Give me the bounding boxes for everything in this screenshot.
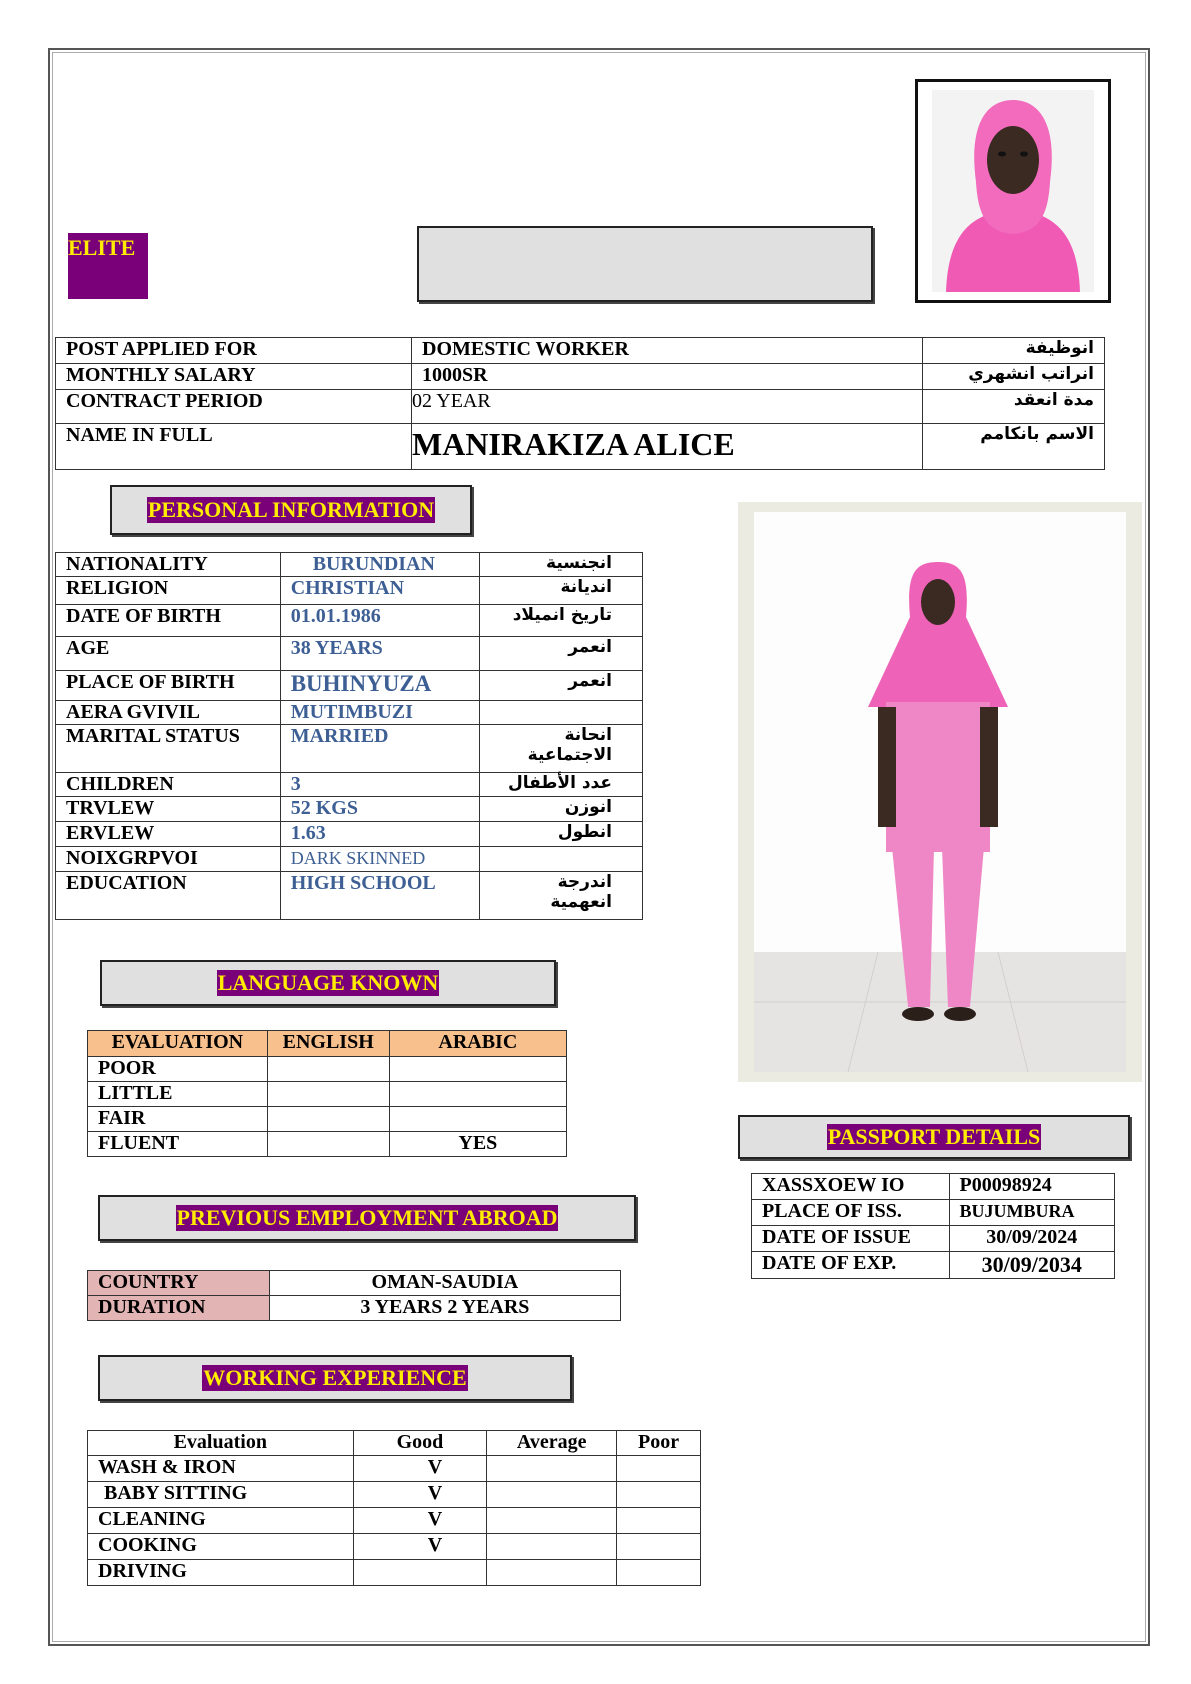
personal-arabic [480,701,643,725]
previous-label-text: COUNTRY [98,1271,199,1293]
table-row [56,338,1105,364]
table-row [56,847,643,872]
working-average [487,1456,617,1482]
personal-label-text: TRVLEW [66,797,155,819]
personal-arabic-text: اندرجة انعهمية [550,872,612,912]
working-header [353,1431,487,1456]
working-poor [617,1534,701,1560]
personal-arabic-text: تاريخ انميلاد [512,605,612,625]
info-label-text: POST APPLIED FOR [66,338,257,360]
working-average [487,1482,617,1508]
working-skill [88,1534,354,1560]
previous-value-text: 3 YEARS 2 YEARS [360,1296,530,1318]
working-header [617,1431,701,1456]
working-good [353,1456,487,1482]
language-header-text: EVALUATION [111,1031,244,1053]
personal-value-text: 52 KGS [290,797,358,819]
working-poor [617,1456,701,1482]
previous-value-text: OMAN-SAUDIA [371,1271,519,1293]
personal-value-text: BUHINYUZA [290,671,432,696]
info-arabic [923,364,1105,390]
passport-value [949,1226,1114,1252]
personal-label [56,605,281,637]
section-personal-information [110,485,472,535]
table-row [56,725,643,773]
personal-label-text: NATIONALITY [66,553,208,575]
personal-arabic [480,671,643,701]
personal-label [56,847,281,872]
info-value [412,338,923,364]
info-label-text: CONTRACT PERIOD [66,390,263,412]
personal-arabic-text: انجنسية [546,553,612,573]
working-skill [88,1508,354,1534]
passport-label [752,1226,950,1252]
language-arabic-text: YES [458,1132,498,1154]
language-level-text: FLUENT [98,1132,180,1154]
table-row [88,1107,567,1132]
personal-label [56,797,281,822]
personal-arabic-text: انعمر [568,637,612,657]
personal-label [56,773,281,797]
personal-value [280,797,480,822]
table-row [56,872,643,920]
passport-value-text: 30/09/2024 [986,1226,1078,1248]
table-row [56,364,1105,390]
passport-label-text: PLACE OF ISS. [762,1200,902,1222]
personal-arabic [480,773,643,797]
personal-value [280,671,480,701]
personal-arabic-text: انعمر [568,671,612,691]
personal-arabic [480,553,643,577]
working-good-text: V [427,1508,443,1530]
personal-arabic [480,725,643,773]
personal-label-text: NOIXGRPVOI [66,847,198,869]
working-skill-text: DRIVING [98,1560,187,1582]
personal-value [280,725,480,773]
working-average [487,1560,617,1586]
personal-arabic [480,847,643,872]
personal-value-text: MUTIMBUZI [290,701,413,723]
working-poor [617,1482,701,1508]
language-table [87,1030,567,1157]
personal-value [280,637,480,671]
language-arabic [389,1132,566,1157]
table-row [88,1132,567,1157]
info-label [56,338,412,364]
personal-value-text: DARK SKINNED [290,848,426,868]
language-header-text: ARABIC [438,1031,518,1053]
language-level [88,1082,268,1107]
passport-label [752,1174,950,1200]
personal-value [280,701,480,725]
working-skill [88,1482,354,1508]
passport-label [752,1252,950,1279]
info-arabic [923,338,1105,364]
brand-label: ELITE [68,235,136,260]
info-value-text: MANIRAKIZA ALICE [412,426,735,462]
working-skill [88,1560,354,1586]
personal-label-text: ERVLEW [66,822,155,844]
info-label [56,390,412,424]
passport-value [949,1252,1114,1279]
info-value-text: 1000SR [422,364,488,386]
personal-label-text: EDUCATION [66,872,187,894]
section-previous-employment [98,1195,636,1241]
info-value-text: DOMESTIC WORKER [422,338,629,360]
previous-label-text: DURATION [98,1296,206,1318]
personal-value-text: CHRISTIAN [290,577,405,599]
info-arabic-text: انراتب انشهري [968,364,1094,384]
working-header [487,1431,617,1456]
info-arabic [923,424,1105,470]
passport-value-text: P00098924 [959,1174,1052,1196]
personal-label [56,872,281,920]
personal-value-text: 38 YEARS [290,637,383,659]
personal-value-text: 3 [290,773,301,795]
personal-label [56,822,281,847]
table-row [56,822,643,847]
full-body-photo [738,502,1142,1082]
personal-value-text: 1.63 [290,822,326,844]
working-skill-text: COOKING [98,1534,197,1556]
section-title: PASSPORT DETAILS [827,1124,1041,1149]
working-poor [617,1560,701,1586]
language-level-text: POOR [98,1057,156,1079]
passport-label [752,1200,950,1226]
personal-arabic [480,605,643,637]
personal-value [280,872,480,920]
table-row [56,701,643,725]
table-row [88,1057,567,1082]
section-working-experience [98,1355,572,1401]
working-average [487,1508,617,1534]
table-row [752,1200,1115,1226]
table-row [56,577,643,605]
header-box [417,226,873,302]
section-title: WORKING EXPERIENCE [203,1365,467,1390]
passport-table [751,1173,1115,1279]
personal-label [56,553,281,577]
working-good-text: V [427,1456,443,1478]
language-level-text: LITTLE [98,1082,173,1104]
personal-value [280,605,480,637]
language-header [88,1031,268,1057]
personal-value [280,577,480,605]
language-header [267,1031,389,1057]
section-title: PERSONAL INFORMATION [147,497,435,522]
table-row [88,1271,621,1296]
info-label [56,364,412,390]
working-good [353,1508,487,1534]
personal-arabic [480,822,643,847]
info-arabic-text: انوظيفة [1025,338,1094,358]
working-header [88,1431,354,1456]
info-label [56,424,412,470]
table-row [56,773,643,797]
table-row [88,1082,567,1107]
working-average [487,1534,617,1560]
working-skill-text: CLEANING [98,1508,206,1530]
language-arabic [389,1107,566,1132]
language-arabic [389,1082,566,1107]
personal-arabic [480,637,643,671]
working-skill [88,1456,354,1482]
language-header-text: ENGLISH [282,1031,374,1053]
table-row [56,671,643,701]
personal-value-text: MARRIED [290,725,389,747]
working-good [353,1482,487,1508]
personal-arabic [480,797,643,822]
table-row [752,1226,1115,1252]
table-row [88,1456,701,1482]
personal-value [280,553,480,577]
previous-value [269,1296,620,1321]
working-good-text: V [427,1534,443,1556]
personal-info-table [55,552,643,920]
portrait-photo [915,79,1111,303]
personal-label [56,577,281,605]
working-good [353,1534,487,1560]
working-good-text: V [427,1482,443,1504]
info-arabic-text: الاسم بانكامم [980,424,1094,444]
working-experience-table [87,1430,701,1586]
language-english [267,1082,389,1107]
personal-label [56,671,281,701]
personal-arabic-text: عدد الأطفال [508,773,612,793]
table-row [88,1482,701,1508]
personal-value-text: 01.01.1986 [290,605,381,627]
section-title: PREVIOUS EMPLOYMENT ABROAD [176,1205,558,1230]
info-label-text: NAME IN FULL [66,424,213,446]
personal-label-text: DATE OF BIRTH [66,605,221,627]
personal-label-text: CHILDREN [66,773,174,795]
personal-arabic-text: انوزن [564,797,612,817]
personal-arabic-text: انديانة [560,577,612,597]
passport-label-text: DATE OF ISSUE [762,1226,911,1248]
previous-value [269,1271,620,1296]
section-passport-details [738,1115,1130,1159]
working-poor [617,1508,701,1534]
personal-value [280,847,480,872]
info-value-text: 02 YEAR [412,390,491,412]
table-row [56,553,643,577]
table-row [56,637,643,671]
table-row [88,1534,701,1560]
personal-label [56,701,281,725]
table-row [752,1174,1115,1200]
language-level [88,1132,268,1157]
passport-value [949,1200,1114,1226]
table-header-row [88,1431,701,1456]
brand-logo [68,233,148,299]
previous-employment-table [87,1270,621,1321]
info-arabic-text: مدة انعقد [1013,390,1094,410]
language-english [267,1057,389,1082]
personal-label-text: AGE [66,637,110,659]
personal-label-text: RELIGION [66,577,169,599]
language-header [389,1031,566,1057]
personal-arabic [480,577,643,605]
previous-label [88,1296,270,1321]
table-row [88,1560,701,1586]
personal-arabic-text: انطول [557,822,612,842]
info-value [412,390,923,424]
table-row [56,605,643,637]
table-row [88,1508,701,1534]
working-skill-text: WASH & IRON [98,1456,236,1478]
working-header-text: Good [396,1431,444,1453]
passport-value [949,1174,1114,1200]
info-arabic [923,390,1105,424]
passport-label-text: XASSXOEW IO [762,1174,905,1196]
personal-value-text: BURUNDIAN [312,553,435,575]
personal-label [56,637,281,671]
info-label-text: MONTHLY SALARY [66,364,256,386]
passport-value-text: BUJUMBURA [959,1201,1075,1221]
top-info-table [55,337,1105,470]
language-english [267,1107,389,1132]
personal-label-text: PLACE OF BIRTH [66,671,235,693]
working-header-text: Poor [637,1431,680,1453]
language-level [88,1107,268,1132]
table-row [56,390,1105,424]
personal-label-text: AERA GVIVIL [66,701,200,723]
personal-value-text: HIGH SCHOOL [290,872,436,894]
info-value [412,424,923,470]
personal-arabic [480,872,643,920]
language-level [88,1057,268,1082]
passport-value-text: 30/09/2034 [981,1252,1082,1277]
language-arabic [389,1057,566,1082]
working-header-text: Evaluation [173,1431,267,1453]
table-row [752,1252,1115,1279]
table-header-row [88,1031,567,1057]
passport-label-text: DATE OF EXP. [762,1252,897,1274]
table-row [56,797,643,822]
section-language-known [100,960,556,1006]
previous-label [88,1271,270,1296]
personal-value [280,822,480,847]
personal-arabic-text: انحانة الاجتماعية [527,725,612,765]
personal-label-text: MARITAL STATUS [66,725,240,747]
personal-value [280,773,480,797]
info-value [412,364,923,390]
language-english [267,1132,389,1157]
language-level-text: FAIR [98,1107,146,1129]
section-title: LANGUAGE KNOWN [217,970,439,995]
table-row [56,424,1105,470]
working-good [353,1560,487,1586]
working-header-text: Average [516,1431,587,1453]
working-skill-text: BABY SITTING [104,1482,248,1504]
personal-label [56,725,281,773]
table-row [88,1296,621,1321]
